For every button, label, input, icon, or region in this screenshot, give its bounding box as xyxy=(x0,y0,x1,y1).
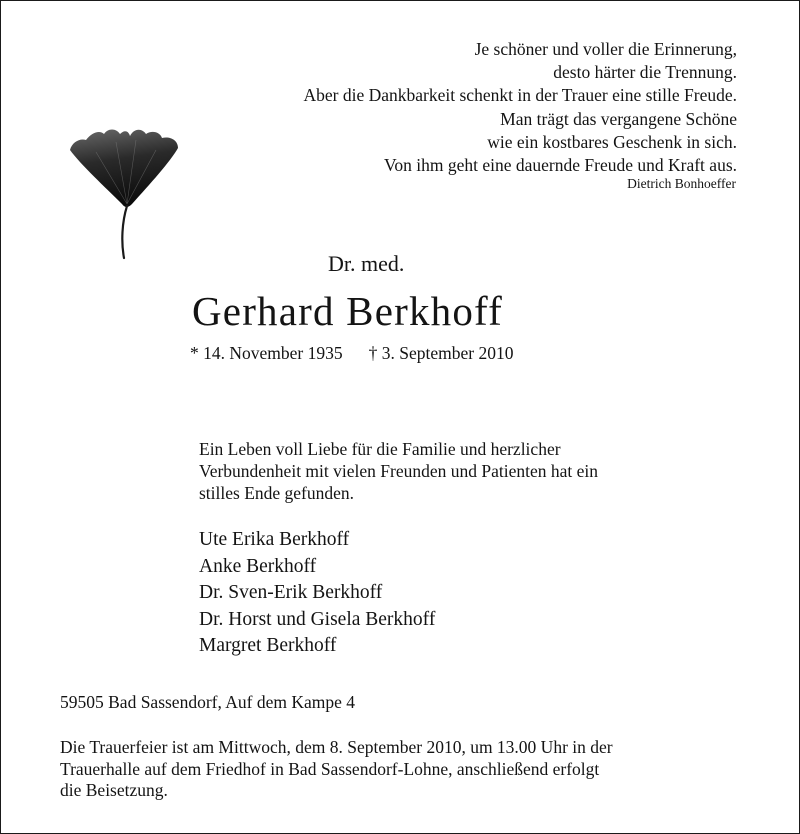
mourners-list xyxy=(199,527,435,660)
poem-quote xyxy=(304,38,737,177)
academic-title: Dr. med. xyxy=(328,251,405,276)
tribute-text xyxy=(199,438,699,504)
poem-line: Je schöner und voller die Erinnerung, xyxy=(474,39,737,59)
poem-line: desto härter die Trennung. xyxy=(553,62,737,83)
funeral-notice xyxy=(60,737,740,802)
notice-line: Trauerhalle auf dem Friedhof in Bad Sassendorf-Lohne, anschließend erfolgt xyxy=(60,758,600,779)
ginkgo-leaf-icon xyxy=(66,122,196,262)
poem-author: Dietrich Bonhoeffer xyxy=(627,176,736,191)
poem-line: Aber die Dankbarkeit schenkt in der Trauer eine stille Freude. xyxy=(303,85,737,106)
tribute-line: Ein Leben voll Liebe für die Familie und herzlicher xyxy=(199,439,561,459)
death-date: † 3. September 2010 xyxy=(368,343,514,363)
tribute-line: stilles Ende gefunden. xyxy=(199,483,355,503)
mourner-name: Dr. Horst und Gisela Berkhoff xyxy=(199,608,436,630)
mourner-name: Margret Berkhoff xyxy=(199,635,337,656)
poem-line: wie ein kostbares Geschenk in sich. xyxy=(487,131,737,152)
mourner-name: Ute Erika Berkhoff xyxy=(199,529,350,550)
tribute-line: Verbundenheit mit vielen Freunden und Patienten hat ein xyxy=(199,461,598,481)
mourner-name: Dr. Sven-Erik Berkhoff xyxy=(199,582,383,603)
mourner-name: Anke Berkhoff xyxy=(199,555,317,577)
notice-line: die Beisetzung. xyxy=(60,780,168,800)
poem-line: Man trägt das vergangene Schöne xyxy=(500,108,737,129)
life-dates xyxy=(190,343,513,364)
notice-line: Die Trauerfeier ist am Mittwoch, dem 8. September 2010, um 13.00 Uhr in der xyxy=(60,737,613,757)
poem-line: Von ihm geht eine dauernde Freude und Kraft aus. xyxy=(384,155,737,176)
birth-date: * 14. November 1935 xyxy=(190,343,343,363)
deceased-name: Gerhard Berkhoff xyxy=(192,288,504,334)
family-address: 59505 Bad Sassendorf, Auf dem Kampe 4 xyxy=(60,692,356,712)
